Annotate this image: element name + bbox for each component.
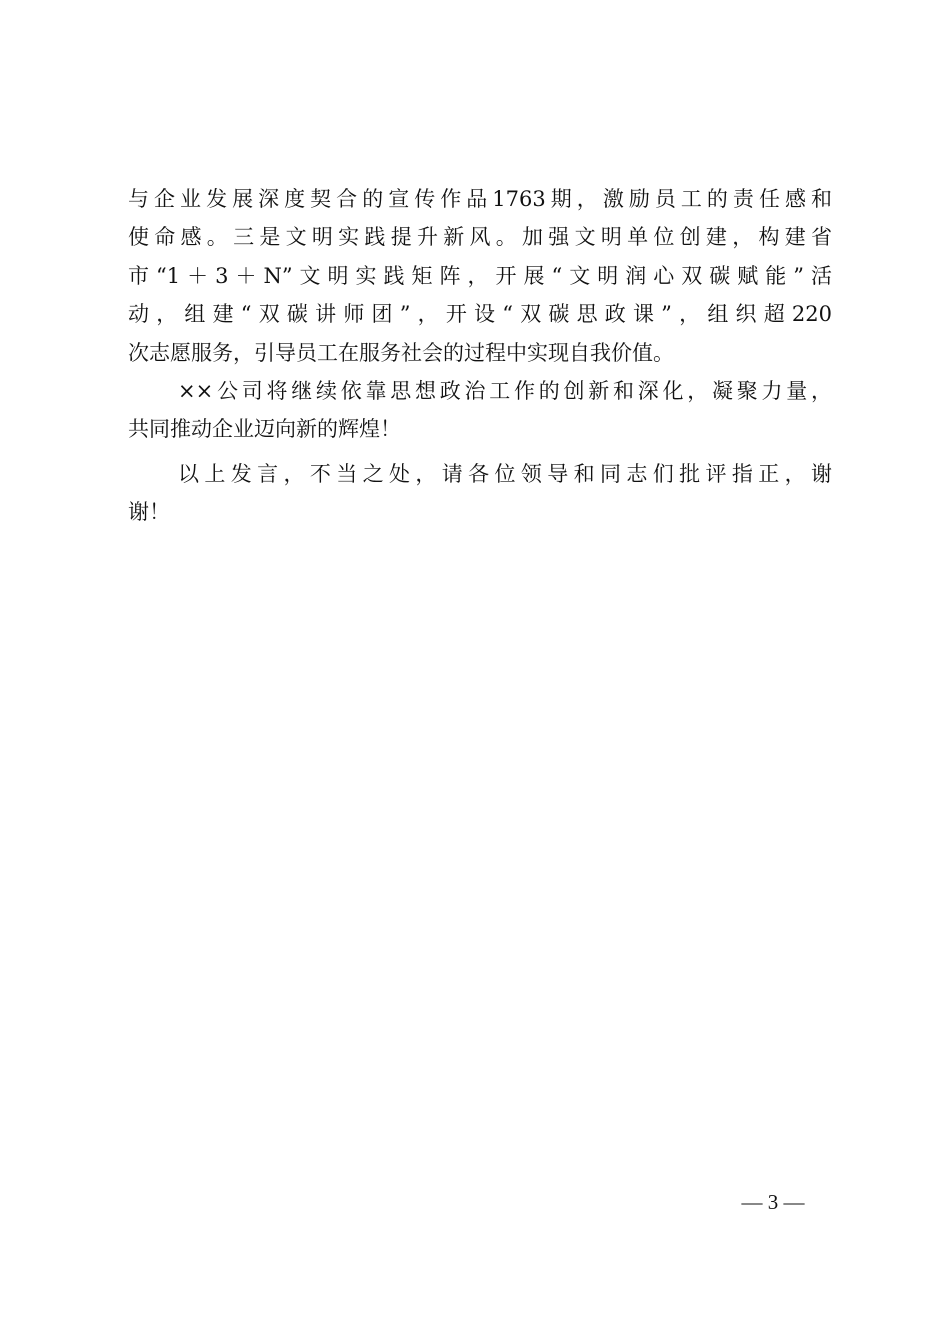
text-line: 谢！ <box>128 500 170 525</box>
text-line: 次志愿服务，引导员工在服务社会的过程中实现自我价值。 <box>128 340 674 365</box>
body-text <box>128 180 832 532</box>
text-line: 共同推动企业迈向新的辉煌！ <box>128 417 401 442</box>
text-line: 与企业发展深度契合的宣传作品1763期，激励员工的责任感和 <box>128 187 832 211</box>
text-line: 动，组建“双碳讲师团”，开设“双碳思政课”，组织超220 <box>128 302 832 327</box>
page-number: — 3 — <box>741 1190 805 1214</box>
text-line: 以上发言，不当之处，请各位领导和同志们批评指正，谢 <box>178 461 832 486</box>
text-line: ××公司将继续依靠思想政治工作的创新和深化，凝聚力量， <box>178 378 832 403</box>
text-line: 市“1＋3＋N”文明实践矩阵，开展“文明润心双碳赋能”活 <box>128 263 832 288</box>
text-line: 使命感。三是文明实践提升新风。加强文明单位创建，构建省 <box>128 225 832 250</box>
